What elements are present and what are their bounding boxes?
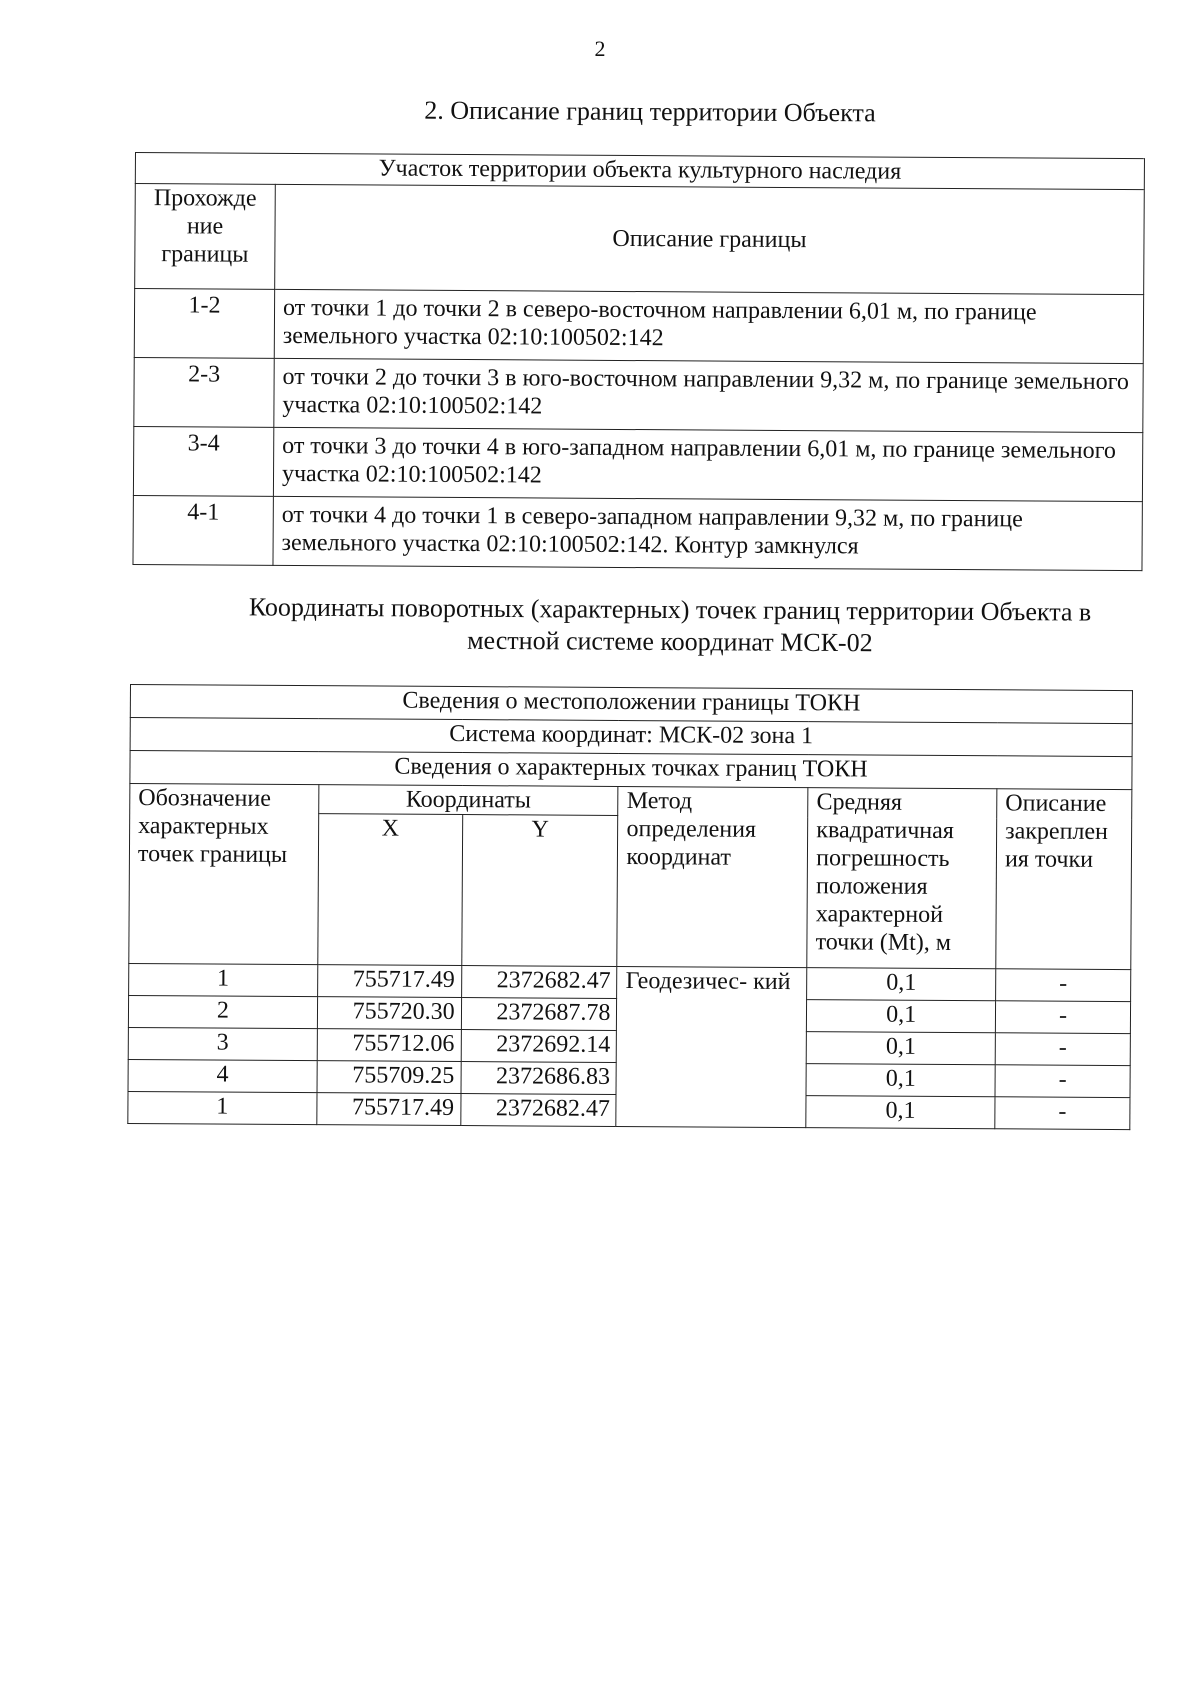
- boundary-range: 1-2: [134, 289, 274, 359]
- point-y: 2372692.14: [461, 1030, 617, 1063]
- col-coordinates-header: Координаты: [318, 785, 618, 816]
- point-error: 0,1: [806, 1064, 995, 1097]
- point-id: 1: [129, 963, 318, 996]
- point-id: 1: [128, 1091, 317, 1124]
- point-error: 0,1: [807, 1000, 996, 1033]
- point-error: 0,1: [807, 968, 996, 1001]
- table-row: [134, 357, 1143, 432]
- method-value: Геодезичес- кий: [616, 966, 807, 1127]
- coords-title: Координаты поворотных (характерных) точек границ территории Объекта в местной системе координат МСК-02: [248, 592, 1092, 658]
- boundary-description: от точки 3 до точки 4 в юго-западном направлении 6,01 м, по границе земельного участка 02:10:100502:142: [273, 427, 1142, 501]
- point-fixing: -: [995, 1001, 1130, 1034]
- point-x: 755717.49: [317, 965, 461, 998]
- boundary-table-title: Участок территории объекта культурного наследия: [135, 153, 1144, 190]
- boundary-table-header-row: [135, 184, 1145, 295]
- point-error: 0,1: [806, 1032, 995, 1065]
- boundary-description: от точки 2 до точки 3 в юго-восточном направлении 9,32 м, по границе земельного участка 02:10:100502:142: [274, 358, 1143, 432]
- point-x: 755717.49: [317, 1093, 461, 1126]
- point-id: 3: [128, 1027, 317, 1060]
- col-method-header: Метод определения координат: [617, 786, 808, 967]
- page-number: 2: [594, 36, 606, 61]
- point-y: 2372687.78: [461, 998, 617, 1031]
- point-fixing: -: [995, 1033, 1130, 1066]
- point-id: 4: [128, 1059, 317, 1092]
- point-fixing: -: [996, 969, 1131, 1002]
- coords-points-label: Сведения о характерных точках границ ТОКН: [130, 751, 1132, 790]
- table-row: [134, 289, 1143, 364]
- point-error: 0,1: [806, 1096, 995, 1129]
- col-x-header: X: [318, 814, 463, 966]
- col-y-header: Y: [461, 815, 618, 967]
- point-x: 755709.25: [317, 1061, 461, 1094]
- col-description-header: Описание границы: [275, 184, 1145, 294]
- table-row: [133, 426, 1142, 501]
- point-fixing: -: [995, 1097, 1130, 1130]
- col-fixing-header: Описание закреплен ия точки: [996, 789, 1132, 970]
- boundary-description: от точки 1 до точки 2 в северо-восточном направлении 6,01 м, по границе земельного участка 02:10:100502:142: [274, 289, 1143, 363]
- point-y: 2372686.83: [461, 1062, 617, 1095]
- coords-system-label: Система координат: МСК-02 зона 1: [130, 718, 1132, 757]
- boundary-range: 2-3: [134, 357, 274, 427]
- point-fixing: -: [995, 1065, 1130, 1098]
- boundary-description: от точки 4 до точки 1 в северо-западном направлении 9,32 м, по границе земельного участка 02:10:100502:142. Контур замкнулся: [273, 496, 1142, 570]
- boundary-table: [132, 152, 1145, 571]
- section-title: 2. Описание границ территории Объекта: [424, 95, 876, 128]
- col-designation-header: Обозначение характерных точек границы: [129, 784, 319, 965]
- coordinates-table: [127, 684, 1133, 1130]
- col-error-header: Средняя квадратичная погрешность положения характерной точки (Mt), м: [807, 788, 997, 969]
- point-id: 2: [128, 995, 317, 1028]
- col-passage-header: Прохожде ние границы: [135, 184, 276, 290]
- coords-header-row: [130, 784, 1132, 819]
- point-y: 2372682.47: [461, 966, 617, 999]
- point-x: 755720.30: [317, 997, 461, 1030]
- boundary-range: 3-4: [133, 426, 273, 496]
- coords-location-label: Сведения о местоположении границы ТОКН: [130, 685, 1132, 724]
- boundary-range: 4-1: [133, 495, 273, 565]
- table-row: [133, 495, 1142, 570]
- point-y: 2372682.47: [460, 1094, 616, 1127]
- point-x: 755712.06: [317, 1029, 461, 1062]
